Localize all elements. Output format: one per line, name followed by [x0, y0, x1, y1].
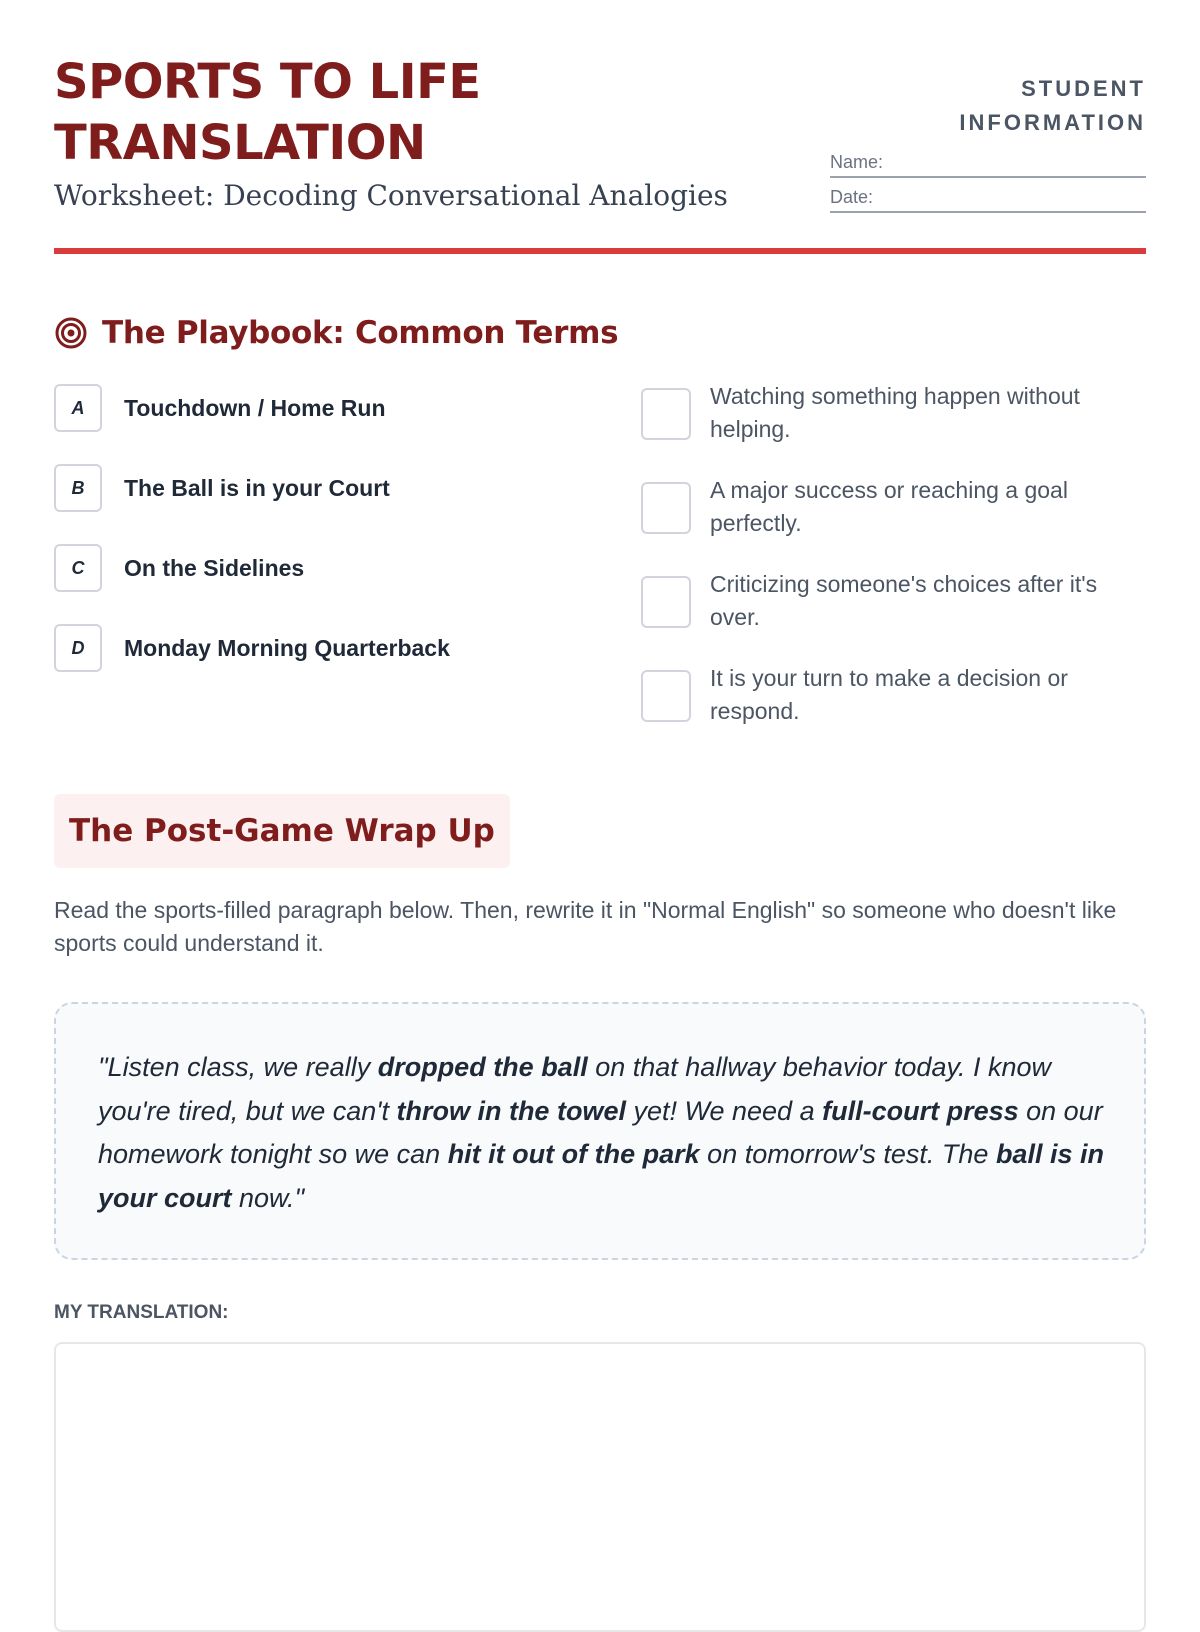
quote-idiom: throw in the towel	[396, 1095, 626, 1126]
definition-item	[641, 662, 1146, 732]
quote-text: on our homework tonight so we can	[98, 1095, 1103, 1169]
wrap-up-heading: The Post-Game Wrap Up	[69, 813, 495, 849]
worksheet-subtitle: Worksheet: Decoding Conversational Analogies	[54, 179, 728, 212]
term-item-a	[54, 382, 614, 434]
quote-idiom: hit it out of the park	[447, 1139, 700, 1169]
worksheet-header	[54, 52, 1146, 256]
name-label: Name:	[830, 152, 884, 172]
term-item-d	[54, 622, 614, 674]
playbook-heading-text: The Playbook: Common Terms	[102, 315, 619, 351]
term-letter-box: D	[54, 624, 102, 672]
definition-text: It is your turn to make a decision or respond.	[710, 665, 1068, 724]
term-label: On the Sidelines	[124, 554, 305, 581]
date-label: Date:	[830, 187, 874, 207]
definition-item	[641, 380, 1146, 450]
title-line-2: TRANSLATION	[54, 115, 426, 171]
definition-item	[641, 568, 1146, 638]
quote-text: "Listen class, we really	[98, 1052, 378, 1082]
worksheet-title	[54, 52, 481, 174]
title-line-1: SPORTS TO LIFE	[54, 54, 481, 110]
definition-text: Criticizing someone's choices after it's over.	[710, 571, 1098, 630]
sports-paragraph	[98, 1046, 1104, 1220]
answer-box[interactable]	[641, 576, 691, 628]
target-icon	[54, 316, 88, 350]
answer-box[interactable]	[641, 670, 691, 722]
quote-text: on that hallway behavior today. I know you're tired, but we can't	[98, 1052, 1051, 1126]
header-divider	[54, 248, 1146, 254]
term-item-b	[54, 462, 614, 514]
term-label: Monday Morning Quarterback	[124, 634, 450, 661]
definitions-list	[641, 380, 1146, 756]
term-letter-box: B	[54, 464, 102, 512]
quote-text: on tomorrow's test. The	[699, 1139, 996, 1169]
wrap-up-heading-box	[54, 794, 510, 868]
name-field[interactable]	[830, 152, 1146, 178]
quote-text: yet! We need a	[625, 1095, 823, 1126]
date-field[interactable]	[830, 187, 1146, 213]
translation-answer-area[interactable]	[54, 1342, 1146, 1632]
terms-list	[54, 382, 614, 702]
translation-label: MY TRANSLATION:	[54, 1302, 229, 1323]
term-letter-box: C	[54, 544, 102, 592]
definition-item	[641, 474, 1146, 544]
quote-idiom: ball is in your court	[98, 1139, 1104, 1213]
quote-idiom: dropped the ball	[377, 1052, 588, 1082]
term-label: The Ball is in your Court	[124, 474, 390, 501]
quote-text: now."	[231, 1182, 305, 1213]
playbook-heading	[54, 310, 618, 356]
student-info-heading	[830, 72, 1146, 140]
term-label: Touchdown / Home Run	[124, 394, 386, 421]
answer-box[interactable]	[641, 388, 691, 440]
definition-text: A major success or reaching a goal perfectly.	[710, 477, 1068, 536]
definition-text: Watching something happen without helping.	[710, 383, 1080, 442]
quote-idiom: full-court press	[822, 1095, 1019, 1126]
answer-box[interactable]	[641, 482, 691, 534]
quote-box	[54, 1002, 1146, 1260]
term-item-c	[54, 542, 614, 594]
student-info-heading-line-2: INFORMATION	[959, 110, 1146, 135]
term-letter-box: A	[54, 384, 102, 432]
student-information-block	[830, 72, 1146, 213]
student-info-heading-line-1: STUDENT	[1021, 76, 1146, 101]
wrap-up-instructions: Read the sports-filled paragraph below. Then, rewrite it in "Normal English" so someone who doesn't like sports could understand it.	[54, 897, 1117, 956]
